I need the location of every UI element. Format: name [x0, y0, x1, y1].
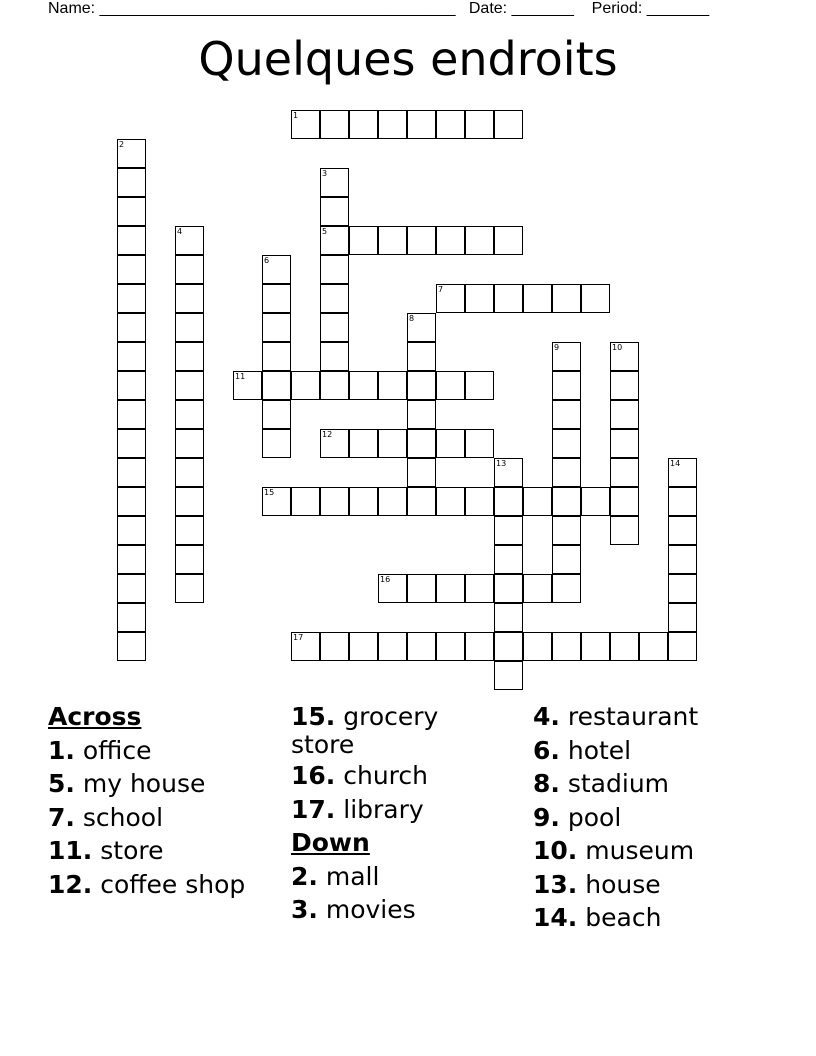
grid-cell[interactable] [436, 371, 465, 400]
grid-cell[interactable] [465, 429, 494, 458]
grid-cell[interactable] [262, 429, 291, 458]
clue-down-6: 6. hotel [533, 735, 632, 765]
clue-number-12: 12 [322, 430, 333, 439]
clue-down-4: 4. restaurant [533, 702, 699, 731]
grid-cell[interactable] [175, 429, 204, 458]
grid-cell[interactable] [117, 516, 146, 545]
grid-cell[interactable] [552, 458, 581, 487]
grid-cell[interactable] [465, 226, 494, 255]
grid-cell[interactable] [320, 371, 349, 400]
grid-cell[interactable] [610, 632, 639, 661]
grid-cell[interactable] [291, 632, 320, 661]
grid-cell[interactable] [175, 284, 204, 313]
grid-cell[interactable] [320, 429, 349, 458]
grid-cell[interactable] [610, 400, 639, 429]
across-heading: Across [48, 702, 142, 731]
down-heading: Down [291, 828, 370, 857]
grid-cell[interactable] [523, 284, 552, 313]
grid-cell[interactable] [552, 574, 581, 603]
grid-cell[interactable] [262, 487, 291, 516]
grid-cell[interactable] [494, 487, 523, 516]
clue-down-3: 3. movies [291, 895, 416, 924]
grid-cell[interactable] [349, 371, 378, 400]
grid-cell[interactable] [378, 574, 407, 603]
clue-number-3: 3 [322, 169, 328, 178]
grid-cell[interactable] [291, 487, 320, 516]
grid-cell[interactable] [552, 342, 581, 371]
grid-cell[interactable] [639, 632, 668, 661]
period-label: Period: [591, 0, 643, 17]
grid-cell[interactable] [465, 487, 494, 516]
grid-cell[interactable] [175, 313, 204, 342]
clue-down-13: 13. house [533, 869, 661, 899]
clue-down-9: 9. pool [533, 802, 622, 832]
grid-cell[interactable] [117, 603, 146, 632]
grid-cell[interactable] [668, 603, 697, 632]
grid-cell[interactable] [523, 632, 552, 661]
grid-cell[interactable] [175, 574, 204, 603]
grid-cell[interactable] [262, 255, 291, 284]
clue-number-4: 4 [177, 227, 183, 236]
grid-cell[interactable] [668, 487, 697, 516]
grid-cell[interactable] [668, 574, 697, 603]
grid-cell[interactable] [320, 313, 349, 342]
grid-cell[interactable] [436, 429, 465, 458]
grid-cell[interactable] [552, 632, 581, 661]
clue-across-11: 11. store [48, 836, 164, 865]
grid-cell[interactable] [436, 487, 465, 516]
grid-cell[interactable] [349, 429, 378, 458]
grid-cell[interactable] [117, 545, 146, 574]
grid-cell[interactable] [320, 226, 349, 255]
clue-across-17: 17. library [291, 794, 424, 824]
clue-number-2: 2 [119, 140, 125, 149]
grid-cell[interactable] [320, 197, 349, 226]
grid-cell[interactable] [262, 284, 291, 313]
grid-cell[interactable] [407, 487, 436, 516]
grid-cell[interactable] [378, 632, 407, 661]
clue-across-7: 7. school [48, 802, 164, 832]
grid-cell[interactable] [378, 110, 407, 139]
clue-column-3 [533, 700, 698, 935]
clue-column-1 [48, 700, 245, 901]
grid-cell[interactable] [465, 284, 494, 313]
grid-cell[interactable] [436, 632, 465, 661]
grid-cell[interactable] [262, 400, 291, 429]
grid-cell[interactable] [668, 632, 697, 661]
grid-cell[interactable] [668, 516, 697, 545]
grid-cell[interactable] [117, 574, 146, 603]
clue-number-1: 1 [293, 111, 299, 120]
grid-cell[interactable] [465, 632, 494, 661]
name-label: Name: [48, 0, 96, 17]
grid-cell[interactable] [117, 400, 146, 429]
grid-cell[interactable] [407, 429, 436, 458]
grid-cell[interactable] [349, 632, 378, 661]
grid-cell[interactable] [610, 371, 639, 400]
date-label: Date: [468, 0, 508, 17]
grid-cell[interactable] [175, 545, 204, 574]
grid-cell[interactable] [320, 110, 349, 139]
grid-cell[interactable] [494, 574, 523, 603]
grid-cell[interactable] [175, 342, 204, 371]
grid-cell[interactable] [378, 487, 407, 516]
grid-cell[interactable] [175, 487, 204, 516]
grid-cell[interactable] [436, 284, 465, 313]
grid-cell[interactable] [407, 400, 436, 429]
grid-cell[interactable] [320, 284, 349, 313]
grid-cell[interactable] [262, 313, 291, 342]
grid-cell[interactable] [407, 110, 436, 139]
grid-cell[interactable] [552, 545, 581, 574]
grid-cell[interactable] [117, 139, 146, 168]
grid-cell[interactable] [117, 429, 146, 458]
clue-number-6: 6 [264, 256, 270, 265]
grid-cell[interactable] [610, 487, 639, 516]
clue-number-8: 8 [409, 314, 415, 323]
grid-cell[interactable] [320, 487, 349, 516]
grid-cell[interactable] [552, 400, 581, 429]
grid-cell[interactable] [465, 110, 494, 139]
grid-cell[interactable] [407, 574, 436, 603]
grid-cell[interactable] [523, 574, 552, 603]
clue-number-11: 11 [235, 372, 246, 381]
grid-cell[interactable] [610, 516, 639, 545]
grid-cell[interactable] [117, 255, 146, 284]
clue-number-9: 9 [554, 343, 560, 352]
clue-number-14: 14 [670, 459, 681, 468]
grid-cell[interactable] [175, 458, 204, 487]
grid-cell[interactable] [581, 284, 610, 313]
grid-cell[interactable] [436, 226, 465, 255]
grid-cell[interactable] [233, 371, 262, 400]
grid-cell[interactable] [291, 110, 320, 139]
grid-cell[interactable] [175, 255, 204, 284]
grid-cell[interactable] [262, 342, 291, 371]
clue-down-2: 2. mall [291, 861, 380, 891]
grid-cell[interactable] [349, 226, 378, 255]
grid-cell[interactable] [117, 487, 146, 516]
clue-column-2 [291, 700, 491, 927]
grid-cell[interactable] [320, 168, 349, 197]
grid-cell[interactable] [552, 487, 581, 516]
grid-cell[interactable] [494, 545, 523, 574]
grid-cell[interactable] [407, 458, 436, 487]
clue-number-16: 16 [380, 575, 391, 584]
grid-cell[interactable] [668, 458, 697, 487]
grid-cell[interactable] [494, 458, 523, 487]
grid-cell[interactable] [523, 487, 552, 516]
clue-number-15: 15 [264, 488, 275, 497]
grid-cell[interactable] [494, 632, 523, 661]
grid-cell[interactable] [117, 458, 146, 487]
grid-cell[interactable] [465, 371, 494, 400]
grid-cell[interactable] [407, 632, 436, 661]
grid-cell[interactable] [407, 342, 436, 371]
grid-cell[interactable] [494, 516, 523, 545]
grid-cell[interactable] [378, 371, 407, 400]
grid-cell[interactable] [175, 226, 204, 255]
clue-number-13: 13 [496, 459, 507, 468]
grid-cell[interactable] [320, 342, 349, 371]
grid-cell[interactable] [117, 197, 146, 226]
grid-cell[interactable] [378, 226, 407, 255]
clue-number-5: 5 [322, 227, 328, 236]
grid-cell[interactable] [610, 342, 639, 371]
grid-cell[interactable] [117, 342, 146, 371]
grid-cell[interactable] [117, 284, 146, 313]
clue-down-14: 14. beach [533, 903, 662, 932]
grid-cell[interactable] [175, 371, 204, 400]
date-field[interactable]: _______ [511, 0, 574, 17]
grid-cell[interactable] [349, 487, 378, 516]
period-field[interactable]: _______ [646, 0, 710, 17]
grid-cell[interactable] [117, 313, 146, 342]
grid-cell[interactable] [494, 603, 523, 632]
grid-cell[interactable] [175, 516, 204, 545]
grid-cell[interactable] [436, 574, 465, 603]
grid-cell[interactable] [320, 632, 349, 661]
clue-number-10: 10 [612, 343, 623, 352]
grid-cell[interactable] [407, 371, 436, 400]
grid-cell[interactable] [436, 110, 465, 139]
grid-cell[interactable] [552, 284, 581, 313]
grid-cell[interactable] [552, 516, 581, 545]
grid-cell[interactable] [320, 255, 349, 284]
grid-cell[interactable] [610, 458, 639, 487]
grid-cell[interactable] [291, 371, 320, 400]
clue-across-1: 1. office [48, 735, 152, 765]
clue-across-12: 12. coffee shop [48, 869, 246, 899]
grid-cell[interactable] [117, 632, 146, 661]
clue-across-15: 15. grocery store [291, 702, 439, 759]
grid-cell[interactable] [465, 574, 494, 603]
clue-across-5: 5. my house [48, 769, 206, 798]
grid-cell[interactable] [117, 371, 146, 400]
grid-cell[interactable] [349, 110, 378, 139]
grid-cell[interactable] [407, 313, 436, 342]
grid-cell[interactable] [494, 226, 523, 255]
grid-cell[interactable] [581, 632, 610, 661]
grid-cell[interactable] [407, 226, 436, 255]
clue-number-17: 17 [293, 633, 304, 642]
grid-cell[interactable] [117, 226, 146, 255]
grid-cell[interactable] [262, 371, 291, 400]
name-field[interactable]: ________________________________________ [99, 0, 456, 17]
grid-cell[interactable] [117, 168, 146, 197]
clue-down-8: 8. stadium [533, 769, 670, 798]
grid-cell[interactable] [552, 429, 581, 458]
grid-cell[interactable] [668, 545, 697, 574]
grid-cell[interactable] [494, 661, 523, 690]
grid-cell[interactable] [494, 284, 523, 313]
grid-cell[interactable] [610, 429, 639, 458]
clue-across-16: 16. church [291, 761, 429, 790]
clue-number-7: 7 [438, 285, 444, 294]
grid-cell[interactable] [378, 429, 407, 458]
grid-cell[interactable] [581, 487, 610, 516]
page-title: Quelques endroits [198, 32, 618, 86]
clue-down-10: 10. museum [533, 836, 695, 865]
grid-cell[interactable] [552, 371, 581, 400]
grid-cell[interactable] [175, 400, 204, 429]
grid-cell[interactable] [494, 110, 523, 139]
